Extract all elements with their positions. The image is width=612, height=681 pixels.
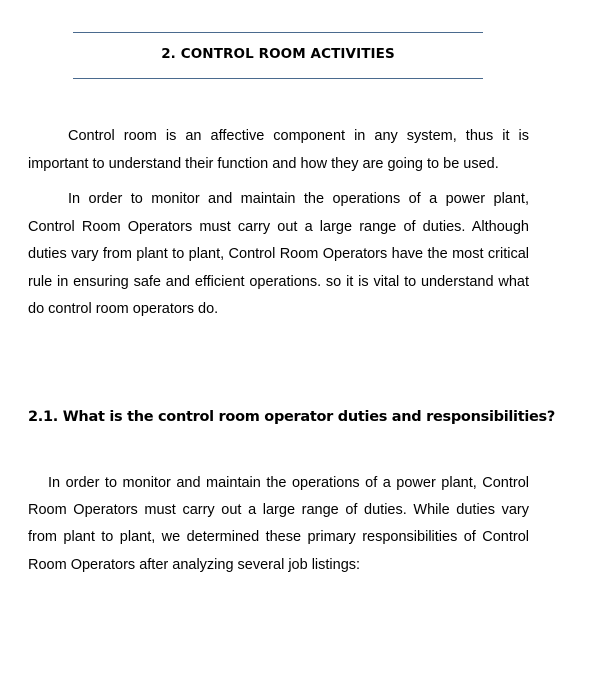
section-paragraph: In order to monitor and maintain the operations of a power plant, Control Room Operators must carry out a large range of duties. While duties vary from plant to plant, we determined these primary responsibilities of Control Room Operators after analyzing several job listings: bbox=[28, 475, 529, 573]
intro-paragraph-2: In order to monitor and maintain the operations of a power plant, Control Room Operators must carry out a large range of duties. Although duties vary from plant to plant, Control Room Operators have the most critical rule in ensuring safe and efficient operations. so it is vital to understand what do control room operators do. bbox=[28, 191, 529, 317]
title-bottom-rule bbox=[73, 78, 483, 79]
intro-paragraph-1: Control room is an affective component in any system, thus it is important to understand their function and how they are going to be used. bbox=[28, 128, 529, 172]
chapter-title: 2. CONTROL ROOM ACTIVITIES bbox=[161, 46, 395, 62]
title-top-rule bbox=[73, 32, 483, 33]
section-heading: 2.1. What is the control room operator duties and responsibilities? bbox=[28, 409, 555, 425]
